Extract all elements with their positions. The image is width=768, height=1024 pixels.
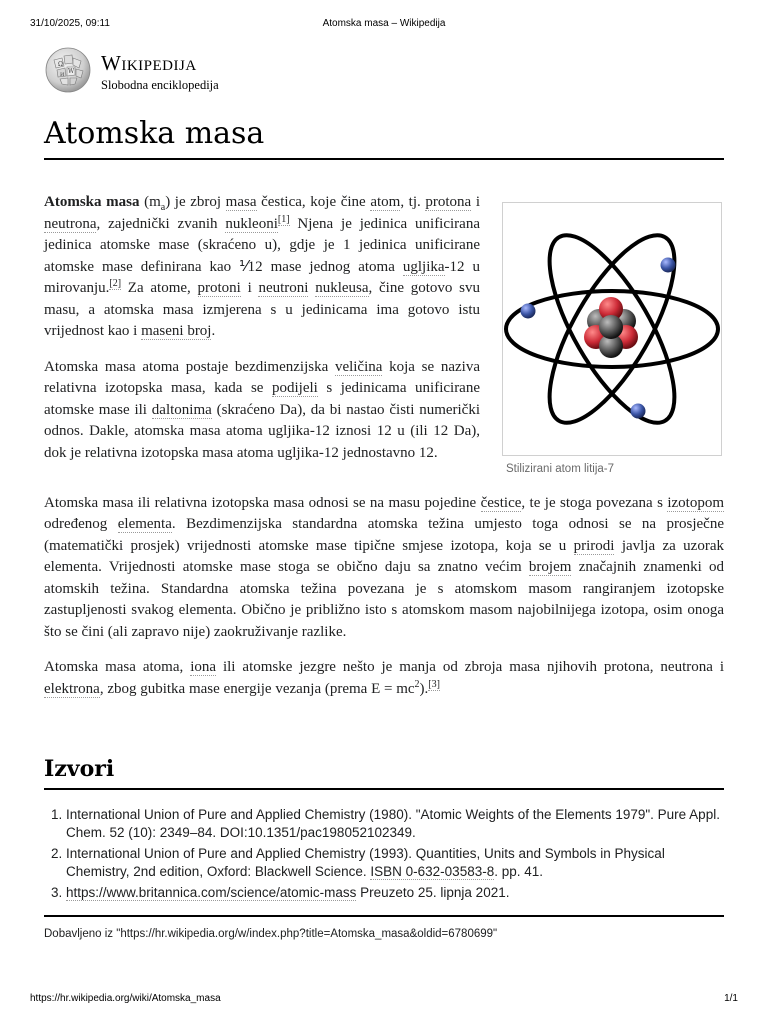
wikipedia-globe-icon <box>44 46 92 94</box>
link-daltonima[interactable]: daltonima <box>151 401 212 418</box>
title-divider <box>44 158 724 160</box>
logo-tagline: Slobodna enciklopedija <box>101 78 219 92</box>
lithium-atom-illustration <box>503 203 721 455</box>
link-nukleusa[interactable]: nukleusa <box>315 280 369 296</box>
link-protona[interactable]: protona <box>425 194 472 210</box>
print-footer <box>30 993 738 1007</box>
print-datetime: 31/10/2025, 09:11 <box>30 18 110 29</box>
retrieved-from: Dobavljeno iz "https://hr.wikipedia.org/w/index.php?title=Atomska_masa&oldid=6780699" <box>44 928 498 940</box>
link-atom[interactable]: atom <box>370 194 401 210</box>
link-prirodi[interactable]: prirodi <box>573 537 615 554</box>
link-neutroni[interactable]: neutroni <box>258 280 309 296</box>
link-brojem[interactable]: brojem <box>528 559 572 575</box>
paragraph-3: Atomska masa ili relativna izotopska masa odnosi se na masu pojedine čestice, te je stoga povezana s izotopom određenog elementa. Bezdimenzijska standardna atomska težina umjesto toga odnosi se na prosječne (matematički prosjek) vrijednosti atomske mase tipične smjese izotopa, koja se u prirodi javlja za uzorak elementa. Vrijednosti atomske mase stoga se obično daju sa znatno većim brojem značajnih znamenki od atomskih težina. Standardna atomska težina povezana je s atomskom masom rangiranjem izotopske zastupljenosti svakog elementa. Obično je približno isto s atomskom masom najobilnijega izotopa, osim onoga što se čini (ali zapravo nije) zaokruživanje razlike. <box>44 494 725 640</box>
link-ugljika[interactable]: ugljika <box>402 258 445 275</box>
link-protoni[interactable]: protoni <box>197 280 241 296</box>
reference-item: 1. International Union of Pure and Applied Chemistry (1980). "Atomic Weights of the Elements 1979". Pure Appl. Chem. 52 (10): 2349–84. DOI:10.1351/pac198052102349. <box>66 806 724 841</box>
reference-link-3[interactable]: [3] <box>428 678 440 690</box>
intro-paragraph: Atomska masa $(m_a)$ je zbroj masa čestica, koje čine atom, tj. protona i neutrona, zajednički zvanih nukleoni[1] Njena je jedinica unificirana jedinica atomske mase (skraćeno u), gdje je 1 jedinica unificirane atomske mase definirana kao ⅟12 mase jednog atoma ugljika-12 u mirovanju.[2] Za atome, protoni i neutroni nukleusa, čine gotovo svu masu, a atomska masa izmjerena s u jedinicama ima gotovo istu vrijednost kao i maseni broj. <box>44 194 480 339</box>
symbol: m <box>149 194 161 210</box>
sources-heading: Izvori <box>44 756 115 782</box>
print-url: https://hr.wikipedia.org/wiki/Atomska_masa <box>30 993 221 1004</box>
references-list <box>44 806 724 906</box>
link-izotopom[interactable]: izotopom <box>667 494 724 511</box>
wikipedia-logo[interactable] <box>44 46 244 96</box>
svg-text:W: W <box>68 68 75 75</box>
link-nukleoni[interactable]: nukleoni <box>225 215 278 232</box>
link-maseni-broj[interactable]: maseni broj <box>141 323 212 339</box>
electron <box>631 404 646 419</box>
page-title: Atomska masa <box>44 116 265 151</box>
link-podijeli[interactable]: podijeli <box>271 380 318 396</box>
infobox <box>502 202 724 481</box>
print-page-number: 1/1 <box>724 993 738 1004</box>
sources-divider <box>44 788 724 790</box>
link-cestice[interactable]: čestice <box>480 494 522 511</box>
paragraph-2: Atomska masa atoma postaje bezdimenzijska veličina koja se naziva relativna izotopska masa, kada se podijeli s jedinicama unificirane atomske mase ili daltonima (skraćeno Da), da bi nastao čisti numerički odnos. Dakle, atomska masa atoma ugljika-12 iznosi 12 u (ili 12 Da), dok je relativna izotopska masa atoma ugljika-12 jednostavno 12. <box>44 358 481 461</box>
infobox-caption: Stilizirani atom litija-7 <box>506 463 615 475</box>
electron <box>661 258 676 273</box>
print-doc-title: Atomska masa – Wikipedija <box>322 18 446 29</box>
link-elementa[interactable]: elementa <box>117 516 172 532</box>
paragraph-4: Atomska masa atoma, iona ili atomske jezgre nešto je manja od zbroja masa njihovih protona, neutrona i elektrona, zbog gubitka mase energije vezanja (prema $E = mc^2).[3]$ <box>44 659 724 697</box>
svg-text:И: И <box>60 72 65 78</box>
superscript-2: 2 <box>414 678 420 690</box>
article-content <box>44 192 724 714</box>
reference-link-2[interactable]: [2] <box>109 278 122 289</box>
symbol-subscript: a <box>160 202 166 213</box>
link-neutrona[interactable]: neutrona <box>44 215 97 232</box>
electron <box>521 304 536 319</box>
logo-wordmark: Wikipedija <box>101 51 197 75</box>
link-iona[interactable]: iona <box>190 659 217 675</box>
isbn-link[interactable]: ISBN 0-632-03583-8 <box>370 863 495 879</box>
term-bold: Atomska masa <box>44 194 140 210</box>
link-masa[interactable]: masa <box>225 194 257 210</box>
atom-nucleus <box>584 297 638 358</box>
infobox-image-frame[interactable] <box>502 202 722 456</box>
reference-item: 2. International Union of Pure and Applied Chemistry (1993). Quantities, Units and Symbols in Physical Chemistry, 2nd edition, Oxford: Blackwell Science. ISBN 0-632-03583-8. pp. 41. <box>66 845 724 880</box>
svg-text:Ω: Ω <box>58 61 63 68</box>
footer-divider <box>44 915 724 917</box>
britannica-link[interactable]: https://www.britannica.com/science/atomic-mass <box>66 885 357 900</box>
reference-link-1[interactable]: [1] <box>277 213 290 225</box>
reference-item: 3. https://www.britannica.com/science/atomic-mass Preuzeto 25. lipnja 2021. <box>66 884 724 902</box>
print-header <box>30 18 738 32</box>
link-elektrona[interactable]: elektrona <box>44 680 100 697</box>
link-velicina[interactable]: veličina <box>334 358 383 375</box>
